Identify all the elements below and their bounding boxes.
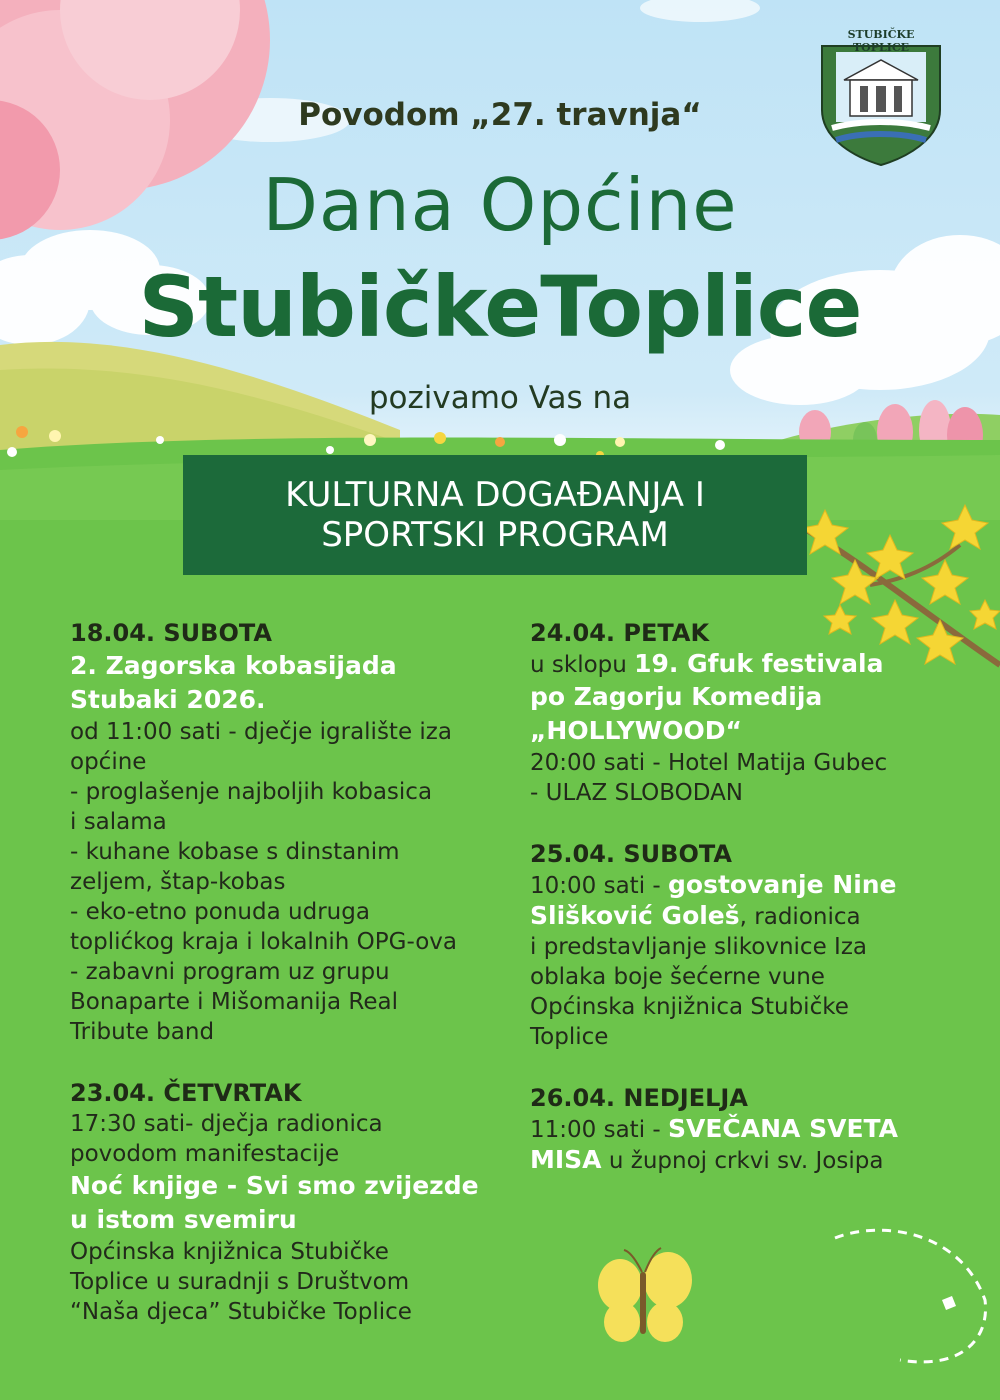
- event-detail-line: - ULAZ SLOBODAN: [530, 780, 744, 806]
- event-detail-line: Općinska knjižnica Stubičke: [530, 994, 849, 1020]
- title-line-2: StubičkeToplice: [138, 258, 862, 356]
- event-detail-line: - eko-etno ponuda udruga: [70, 899, 370, 925]
- event-detail-line: - kuhane kobase s dinstanim: [70, 839, 400, 865]
- invite-line: pozivamo Vas na: [368, 380, 632, 416]
- event-23-04: [70, 1077, 510, 1327]
- event-date: 18.04. SUBOTA: [70, 619, 272, 647]
- event-detail-line: toplićkog kraja i lokalnih OPG-ova: [70, 929, 457, 955]
- event-title-line: u istom svemiru: [70, 1205, 297, 1234]
- event-detail-line: općine: [70, 749, 147, 775]
- crest-label: STUBIČKE TOPLICE: [847, 28, 915, 54]
- event-title-line: [530, 1114, 940, 1145]
- event-highlight: gostovanje Nine: [668, 870, 897, 899]
- left-column: [70, 617, 510, 1327]
- event-title-line: [530, 1145, 940, 1176]
- event-title-line: po Zagorju Komedija: [530, 682, 823, 711]
- event-detail-line: 20:00 sati - Hotel Matija Gubec: [530, 750, 888, 776]
- event-detail-line: povodom manifestacije: [70, 1141, 340, 1167]
- event-title-line: [530, 870, 940, 901]
- event-detail-line: - proglašenje najboljih kobasica: [70, 779, 433, 805]
- spacer: [70, 1047, 510, 1077]
- event-18-04: [70, 617, 510, 1047]
- event-detail-line: 17:30 sati- dječja radionica: [70, 1111, 383, 1137]
- event-detail-line: Toplice: [530, 1024, 609, 1050]
- event-prefix: 10:00 sati -: [530, 873, 668, 899]
- event-24-04: [530, 617, 940, 808]
- event-detail-line: zeljem, štap-kobas: [70, 869, 286, 895]
- spacer: [530, 808, 940, 838]
- event-detail-line: Tribute band: [70, 1019, 215, 1045]
- spacer: [530, 1052, 940, 1082]
- event-detail-line: i salama: [70, 809, 167, 835]
- event-25-04: [530, 838, 940, 1052]
- event-prefix: 11:00 sati -: [530, 1117, 668, 1143]
- event-detail-line: od 11:00 sati - dječje igralište iza: [70, 719, 452, 745]
- right-column: [530, 617, 940, 1176]
- event-suffix: u župnoj crkvi sv. Josipa: [601, 1148, 884, 1174]
- title-line-1: Dana Općine: [262, 163, 738, 247]
- program-banner: [183, 455, 807, 575]
- event-highlight: 19. Gfuk festivala: [634, 649, 884, 678]
- event-detail-line: oblaka boje šećerne vune: [530, 964, 825, 990]
- event-detail-line: i predstavljanje slikovnice Iza: [530, 934, 867, 960]
- event-detail-line: - zabavni program uz grupu: [70, 959, 390, 985]
- event-suffix: , radionica: [739, 904, 861, 930]
- banner-line-2: SPORTSKI PROGRAM: [321, 515, 669, 555]
- intro-line: Povodom „27. travnja“: [298, 97, 702, 133]
- event-title-line: [530, 649, 940, 680]
- event-highlight: MISA: [530, 1145, 602, 1174]
- event-detail-line: Bonaparte i Mišomanija Real: [70, 989, 398, 1015]
- event-detail-line: Općinska knjižnica Stubičke: [70, 1239, 389, 1265]
- event-date: 25.04. SUBOTA: [530, 840, 732, 868]
- event-highlight: SVEČANA SVETA: [668, 1114, 898, 1143]
- event-date: 23.04. ČETVRTAK: [70, 1079, 302, 1107]
- event-detail-line: “Naša djeca” Stubičke Toplice: [70, 1299, 412, 1325]
- event-prefix: u sklopu: [530, 652, 635, 678]
- event-detail-line: Toplice u suradnji s Društvom: [70, 1269, 410, 1295]
- event-title-line: Stubaki 2026.: [70, 685, 266, 714]
- event-title-line: Noć knjige - Svi smo zvijezde: [70, 1171, 479, 1200]
- event-date: 26.04. NEDJELJA: [530, 1084, 748, 1112]
- event-title-line: 2. Zagorska kobasijada: [70, 651, 397, 680]
- event-title-line: [530, 901, 940, 932]
- event-title-line: „HOLLYWOOD“: [530, 716, 742, 745]
- event-date: 24.04. PETAK: [530, 619, 710, 647]
- banner-line-1: KULTURNA DOGAĐANJA I: [285, 475, 705, 515]
- event-highlight: Slišković Goleš: [530, 901, 740, 930]
- event-26-04: [530, 1082, 940, 1176]
